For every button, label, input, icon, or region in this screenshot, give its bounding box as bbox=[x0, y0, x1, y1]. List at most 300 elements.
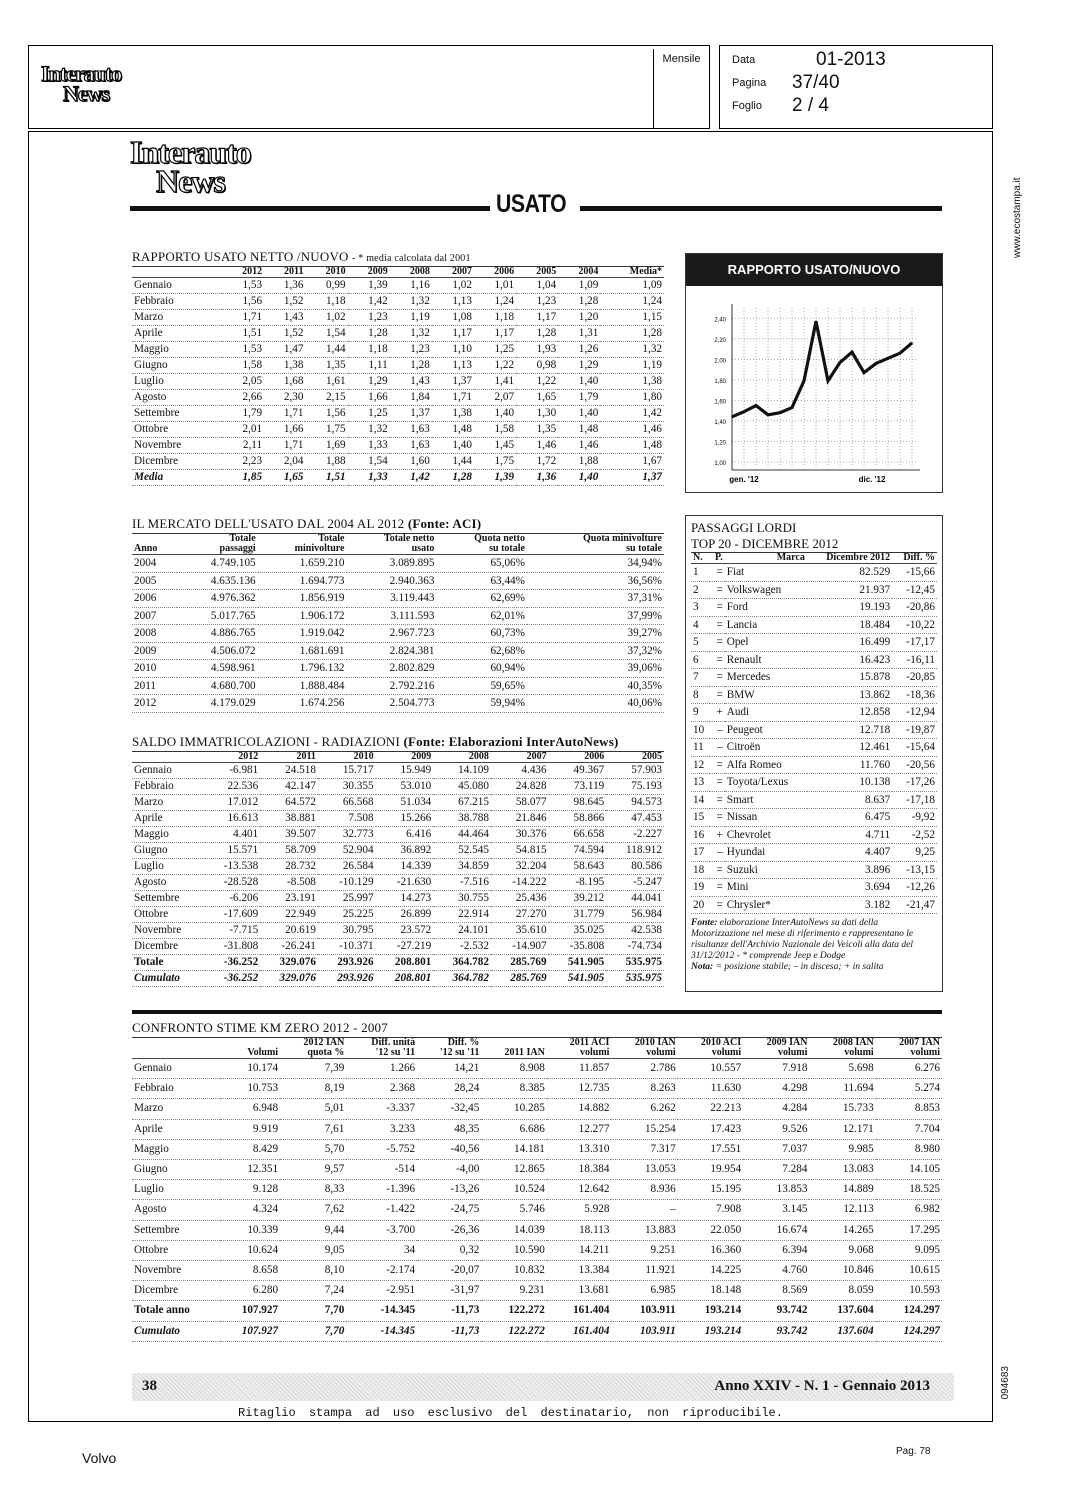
passaggi-cell: -20,85 bbox=[892, 669, 937, 687]
rapporto-cell: 1,38 bbox=[264, 358, 305, 374]
kmzero-cell: Aprile bbox=[132, 1119, 220, 1139]
kmzero-cell: 6.276 bbox=[876, 1059, 942, 1079]
saldo-cell: 25.436 bbox=[491, 891, 549, 907]
saldo-cell: -2.227 bbox=[606, 827, 664, 843]
saldo-col-header-text: 2012 bbox=[238, 751, 259, 762]
rapporto-cell: 1,42 bbox=[390, 470, 432, 486]
kmzero-cell: 8.429 bbox=[220, 1139, 280, 1159]
saldo-col-header bbox=[205, 752, 260, 763]
kmzero-cell: 11.630 bbox=[678, 1079, 743, 1099]
saldo-cell: 34.859 bbox=[433, 859, 491, 875]
mercato-col-header-line: Totale bbox=[318, 533, 345, 544]
chart-point bbox=[887, 358, 889, 360]
mercato-cell: 2010 bbox=[132, 660, 177, 678]
saldo-cell: 541.905 bbox=[549, 955, 607, 971]
kmzero-col-header bbox=[417, 1038, 481, 1059]
saldo-col-header-text: 2010 bbox=[353, 751, 374, 762]
saldo-cell: 15.717 bbox=[318, 763, 376, 779]
passaggi-row bbox=[691, 809, 937, 827]
saldo-cell: 38.788 bbox=[433, 811, 491, 827]
mercato-cell: 4.976.362 bbox=[177, 590, 257, 608]
rapporto-col-header-text: 2009 bbox=[367, 266, 388, 277]
saldo-cell: 14.339 bbox=[376, 859, 434, 875]
rapporto-cell: 1,24 bbox=[600, 294, 664, 310]
saldo-cell: 54.815 bbox=[491, 843, 549, 859]
saldo-row bbox=[132, 891, 664, 907]
kmzero-cell: Settembre bbox=[132, 1220, 220, 1240]
saldo-cell: Aprile bbox=[132, 811, 205, 827]
passaggi-cell: Suzuki bbox=[725, 861, 807, 879]
rapporto-col-header bbox=[222, 267, 264, 278]
rapporto-cell: 1,63 bbox=[390, 438, 432, 454]
passaggi-cell: 6 bbox=[691, 651, 710, 669]
chart-svg bbox=[686, 286, 942, 492]
kmzero-cell: -14.345 bbox=[346, 1321, 417, 1341]
rapporto-cell: 1,52 bbox=[264, 294, 305, 310]
rapporto-cell: 1,39 bbox=[348, 278, 390, 294]
kmzero-cell: 13.053 bbox=[611, 1160, 677, 1180]
chart-y-tick-label: 1,20 bbox=[714, 440, 726, 447]
passaggi-header-row bbox=[691, 553, 937, 564]
saldo-cell: 21.846 bbox=[491, 811, 549, 827]
kmzero-col-header bbox=[743, 1038, 809, 1059]
kmzero-cell: Giugno bbox=[132, 1160, 220, 1180]
rapporto-cell: Marzo bbox=[132, 310, 222, 326]
rapporto-cell: 1,40 bbox=[558, 470, 600, 486]
kmzero-cell: 14.211 bbox=[547, 1240, 612, 1260]
saldo-cell: 293.926 bbox=[318, 955, 376, 971]
saldo-cell: -8.195 bbox=[549, 875, 607, 891]
rapporto-row bbox=[132, 438, 664, 454]
clip-notice-rule bbox=[28, 1421, 993, 1422]
saldo-cell: -21.630 bbox=[376, 875, 434, 891]
saldo-col-header-text: 2005 bbox=[642, 751, 662, 762]
passaggi-cell: = bbox=[710, 791, 725, 809]
note-fonte-label: Fonte: bbox=[691, 918, 718, 928]
chart-point bbox=[743, 411, 745, 413]
mercato-row bbox=[132, 695, 664, 713]
kmzero-cell: – bbox=[611, 1200, 677, 1220]
rapporto-cell: 1,33 bbox=[348, 438, 390, 454]
rapporto-cell: Luglio bbox=[132, 374, 222, 390]
chart-y-tick-label: 2,40 bbox=[714, 317, 726, 324]
rapporto-cell: 1,10 bbox=[432, 342, 474, 358]
passaggi-note bbox=[691, 918, 937, 973]
saldo-cell: 52.545 bbox=[433, 843, 491, 859]
saldo-cell: Giugno bbox=[132, 843, 205, 859]
kmzero-cell: 48,35 bbox=[417, 1119, 481, 1139]
passaggi-cell: 12.858 bbox=[807, 704, 892, 722]
rapporto-cell: 1,71 bbox=[264, 438, 305, 454]
rapporto-cell: 1,68 bbox=[264, 374, 305, 390]
kmzero-cell: 8,10 bbox=[280, 1261, 346, 1281]
kmzero-cell: 8.059 bbox=[809, 1281, 875, 1301]
rapporto-cell: 1,58 bbox=[474, 422, 516, 438]
foglio-label: Foglio bbox=[732, 100, 762, 112]
kmzero-cell: 7,24 bbox=[280, 1281, 346, 1301]
saldo-cell: 74.594 bbox=[549, 843, 607, 859]
kmzero-cell: Totale anno bbox=[132, 1301, 220, 1321]
mercato-cell: 37,32% bbox=[527, 642, 664, 660]
kmzero-col-header-line: 2011 ACI bbox=[569, 1037, 610, 1048]
rapporto-col-header-text: 2005 bbox=[536, 266, 557, 277]
issue-label: Anno XXIV - N. 1 - Gennaio 2013 bbox=[714, 1378, 930, 1394]
saldo-cell: 58.643 bbox=[549, 859, 607, 875]
rapporto-title bbox=[132, 249, 664, 265]
saldo-cell: -6.981 bbox=[205, 763, 260, 779]
rapporto-cell: 1,28 bbox=[516, 326, 558, 342]
saldo-cell: 73.119 bbox=[549, 779, 607, 795]
chart-point bbox=[755, 405, 757, 407]
saldo-col-header bbox=[549, 752, 607, 763]
saldo-cell: 23.572 bbox=[376, 923, 434, 939]
rapporto-cell: 1,48 bbox=[600, 438, 664, 454]
kmzero-cell: 5.746 bbox=[481, 1200, 546, 1220]
kmzero-cell: 8,19 bbox=[280, 1079, 346, 1099]
passaggi-cell: 12.718 bbox=[807, 721, 892, 739]
chart-series-line bbox=[732, 321, 912, 416]
saldo-cell: Novembre bbox=[132, 923, 205, 939]
rapporto-section bbox=[132, 249, 664, 486]
passaggi-cell: 12.461 bbox=[807, 739, 892, 757]
rapporto-cell: 2,23 bbox=[222, 454, 264, 470]
rapporto-col-header-text: 2006 bbox=[494, 266, 515, 277]
saldo-cell: 44.041 bbox=[606, 891, 664, 907]
passaggi-cell: -20,86 bbox=[892, 599, 937, 617]
rapporto-cell: Febbraio bbox=[132, 294, 222, 310]
rapporto-cell: 1,28 bbox=[432, 470, 474, 486]
saldo-cell: 26.584 bbox=[318, 859, 376, 875]
saldo-cell: 30.355 bbox=[318, 779, 376, 795]
saldo-cell: 38.881 bbox=[260, 811, 318, 827]
kmzero-cell: 14.225 bbox=[678, 1261, 743, 1281]
kmzero-col-header bbox=[809, 1038, 875, 1059]
rapporto-title-text: RAPPORTO USATO NETTO /NUOVO bbox=[132, 249, 349, 264]
saldo-cell: 30.755 bbox=[433, 891, 491, 907]
kmzero-cell: 14,21 bbox=[417, 1059, 481, 1079]
rapporto-cell: 1,46 bbox=[558, 438, 600, 454]
kmzero-row bbox=[132, 1220, 942, 1240]
saldo-cell: -10.371 bbox=[318, 939, 376, 955]
mercato-col-header-line: minivolture bbox=[294, 543, 345, 554]
rapporto-cell: 1,56 bbox=[305, 406, 347, 422]
rapporto-cell: 1,32 bbox=[348, 422, 390, 438]
passaggi-cell: 16 bbox=[691, 826, 710, 844]
kmzero-cell: 6.985 bbox=[611, 1281, 677, 1301]
kmzero-cell: 5,01 bbox=[280, 1099, 346, 1119]
mercato-cell: 62,01% bbox=[436, 607, 527, 625]
mercato-cell: 2006 bbox=[132, 590, 177, 608]
rapporto-cell: 0,98 bbox=[516, 358, 558, 374]
banner-title: USATO bbox=[496, 190, 567, 218]
saldo-cell: 31.779 bbox=[549, 907, 607, 923]
rapporto-cell: Dicembre bbox=[132, 454, 222, 470]
mercato-cell: 4.598.961 bbox=[177, 660, 257, 678]
saldo-cell: 364.782 bbox=[433, 955, 491, 971]
header-logo bbox=[41, 61, 122, 106]
chart-y-tick-label: 2,20 bbox=[714, 337, 726, 344]
mercato-row bbox=[132, 642, 664, 660]
saldo-col-header bbox=[318, 752, 376, 763]
chart-y-tick-label: 1,00 bbox=[714, 461, 726, 467]
kmzero-cell: -13,26 bbox=[417, 1180, 481, 1200]
mercato-col-header-line: Quota minivolture bbox=[583, 533, 662, 544]
kmzero-cell: 11.694 bbox=[809, 1079, 875, 1099]
saldo-row bbox=[132, 779, 664, 795]
saldo-cell: 25.997 bbox=[318, 891, 376, 907]
kmzero-cell: -3.337 bbox=[346, 1099, 417, 1119]
passaggi-cell: 4.711 bbox=[807, 826, 892, 844]
saldo-cell: 15.571 bbox=[205, 843, 260, 859]
passaggi-row bbox=[691, 721, 937, 739]
rapporto-cell: 1,43 bbox=[390, 374, 432, 390]
rapporto-cell: 1,38 bbox=[600, 374, 664, 390]
mercato-cell: 5.017.765 bbox=[177, 607, 257, 625]
saldo-cell: 7.508 bbox=[318, 811, 376, 827]
passaggi-cell: BMW bbox=[725, 686, 807, 704]
rapporto-cell: 1,93 bbox=[516, 342, 558, 358]
pag-label: Pag. 78 bbox=[896, 1446, 931, 1457]
kmzero-cell: 8.980 bbox=[876, 1139, 942, 1159]
kmzero-cell: 107.927 bbox=[220, 1321, 280, 1341]
magazine-logo-line-2: News bbox=[156, 162, 225, 199]
kmzero-cell: 7.037 bbox=[743, 1139, 809, 1159]
rapporto-cell: 1,20 bbox=[558, 310, 600, 326]
rapporto-col-header-text: 2012 bbox=[242, 266, 263, 277]
mercato-cell: 2004 bbox=[132, 555, 177, 573]
rapporto-cell: 1,45 bbox=[474, 438, 516, 454]
passaggi-cell: 4.407 bbox=[807, 844, 892, 862]
mercato-cell: 4.635.136 bbox=[177, 572, 257, 590]
saldo-cell: 30.376 bbox=[491, 827, 549, 843]
kmzero-cell: 12.865 bbox=[481, 1160, 546, 1180]
kmzero-cell: 9,57 bbox=[280, 1160, 346, 1180]
chart-point bbox=[779, 412, 781, 414]
kmzero-cell: -11,73 bbox=[417, 1321, 481, 1341]
mercato-cell: 60,94% bbox=[436, 660, 527, 678]
rapporto-cell: 1,28 bbox=[390, 358, 432, 374]
mercato-cell: 1.906.172 bbox=[258, 607, 347, 625]
kmzero-cell: -20,07 bbox=[417, 1261, 481, 1281]
mercato-col-header-line: passaggi bbox=[219, 543, 256, 554]
kmzero-col-header bbox=[132, 1038, 220, 1059]
rapporto-cell: 1,23 bbox=[516, 294, 558, 310]
mercato-cell: 2.824.381 bbox=[347, 642, 437, 660]
rapporto-cell: Aprile bbox=[132, 326, 222, 342]
kmzero-total-row bbox=[132, 1301, 942, 1321]
saldo-cell: 24.828 bbox=[491, 779, 549, 795]
rapporto-cell: Settembre bbox=[132, 406, 222, 422]
passaggi-cell: 3.896 bbox=[807, 861, 892, 879]
mercato-cell: 2.504.773 bbox=[347, 695, 437, 713]
rapporto-cell: 1,19 bbox=[600, 358, 664, 374]
mercato-cell: 2.802.829 bbox=[347, 660, 437, 678]
rapporto-cell: 1,40 bbox=[558, 374, 600, 390]
kmzero-cell: -514 bbox=[346, 1160, 417, 1180]
rapporto-cell: 1,69 bbox=[305, 438, 347, 454]
saldo-col-header bbox=[433, 752, 491, 763]
kmzero-cell: 2.786 bbox=[611, 1059, 677, 1079]
kmzero-cell: 14.181 bbox=[481, 1139, 546, 1159]
rapporto-cell: 1,31 bbox=[558, 326, 600, 342]
logo-line-2: News bbox=[63, 80, 110, 106]
chart-point bbox=[863, 372, 865, 374]
kmzero-cell: 3.145 bbox=[743, 1200, 809, 1220]
mercato-col-header-line: usato bbox=[411, 543, 435, 554]
passaggi-cell: 18.484 bbox=[807, 616, 892, 634]
rapporto-cell: 1,46 bbox=[600, 422, 664, 438]
kmzero-cell: 8.658 bbox=[220, 1261, 280, 1281]
passaggi-cell: = bbox=[710, 651, 725, 669]
kmzero-col-header-line: 2007 IAN bbox=[899, 1037, 940, 1048]
kmzero-cell: 15.195 bbox=[678, 1180, 743, 1200]
passaggi-cell: -12,94 bbox=[892, 704, 937, 722]
saldo-table bbox=[132, 752, 664, 987]
passaggi-cell: 7 bbox=[691, 669, 710, 687]
rapporto-cell: 1,13 bbox=[432, 294, 474, 310]
kmzero-cell: 10.832 bbox=[481, 1261, 546, 1281]
saldo-cell: 67.215 bbox=[433, 795, 491, 811]
saldo-cell: -14.222 bbox=[491, 875, 549, 891]
saldo-cell: 66.568 bbox=[318, 795, 376, 811]
kmzero-cell: -4,00 bbox=[417, 1160, 481, 1180]
kmzero-cell: 14.105 bbox=[876, 1160, 942, 1180]
saldo-cell: 15.266 bbox=[376, 811, 434, 827]
rapporto-row bbox=[132, 310, 664, 326]
kmzero-cell: -14.345 bbox=[346, 1301, 417, 1321]
kmzero-col-header-line: '12 su '11 bbox=[439, 1047, 480, 1058]
saldo-cell: 94.573 bbox=[606, 795, 664, 811]
mercato-cell: 2.940.363 bbox=[347, 572, 437, 590]
kmzero-col-header-line: 2010 IAN bbox=[634, 1037, 676, 1048]
kmzero-cell: 34 bbox=[346, 1240, 417, 1260]
kmzero-cell: 7,62 bbox=[280, 1200, 346, 1220]
kmzero-cell: 13.883 bbox=[611, 1220, 677, 1240]
saldo-cell: 58.709 bbox=[260, 843, 318, 859]
kmzero-col-header-line: 2011 IAN bbox=[504, 1047, 545, 1058]
passaggi-cell: = bbox=[710, 564, 725, 582]
magazine-logo bbox=[130, 134, 251, 199]
kmzero-cell: 17.295 bbox=[876, 1220, 942, 1240]
mercato-cell: 34,94% bbox=[527, 555, 664, 573]
saldo-cell: 16.613 bbox=[205, 811, 260, 827]
mercato-table bbox=[132, 534, 664, 713]
saldo-col-header-text: 2007 bbox=[526, 751, 547, 762]
rapporto-cell: 1,22 bbox=[516, 374, 558, 390]
mercato-cell: 1.674.256 bbox=[258, 695, 347, 713]
mercato-cell: 39,27% bbox=[527, 625, 664, 643]
rapporto-cell: 1,08 bbox=[432, 310, 474, 326]
rapporto-cell: 1,65 bbox=[264, 470, 305, 486]
passaggi-cell: = bbox=[710, 599, 725, 617]
rapporto-cell: 1,72 bbox=[516, 454, 558, 470]
passaggi-cell: Toyota/Lexus bbox=[725, 774, 807, 792]
rapporto-cell: 1,18 bbox=[305, 294, 347, 310]
rapporto-cell: 1,54 bbox=[305, 326, 347, 342]
rapporto-cell: 1,51 bbox=[305, 470, 347, 486]
saldo-cell: 26.899 bbox=[376, 907, 434, 923]
rapporto-cell: 1,85 bbox=[222, 470, 264, 486]
rapporto-cell: Giugno bbox=[132, 358, 222, 374]
rapporto-cell: 2,01 bbox=[222, 422, 264, 438]
kmzero-row bbox=[132, 1160, 942, 1180]
kmzero-cell: 22.213 bbox=[678, 1099, 743, 1119]
mercato-cell: 2011 bbox=[132, 677, 177, 695]
passaggi-cell: Chrysler* bbox=[725, 896, 807, 914]
passaggi-cell: 12 bbox=[691, 756, 710, 774]
rapporto-col-header-text: 2010 bbox=[325, 266, 346, 277]
passaggi-cell: Smart bbox=[725, 791, 807, 809]
kmzero-cell: -1.396 bbox=[346, 1180, 417, 1200]
mercato-cell: 60,73% bbox=[436, 625, 527, 643]
passaggi-cell: -20,56 bbox=[892, 756, 937, 774]
saldo-cell: 32.773 bbox=[318, 827, 376, 843]
kmzero-cell: 13.681 bbox=[547, 1281, 612, 1301]
rapporto-cell: 1,26 bbox=[558, 342, 600, 358]
passaggi-row bbox=[691, 861, 937, 879]
pagina-value: 37/40 bbox=[792, 72, 840, 93]
chart-point bbox=[827, 380, 829, 382]
passaggi-cell: -13,15 bbox=[892, 861, 937, 879]
passaggi-cell: 9 bbox=[691, 704, 710, 722]
mercato-cell: 3.119.443 bbox=[347, 590, 437, 608]
kmzero-cell: -1.422 bbox=[346, 1200, 417, 1220]
saldo-cell: -7.715 bbox=[205, 923, 260, 939]
mercato-col-header-line: su totale bbox=[489, 543, 525, 554]
saldo-cell: -26.241 bbox=[260, 939, 318, 955]
kmzero-cell: Agosto bbox=[132, 1200, 220, 1220]
saldo-cell: 15.949 bbox=[376, 763, 434, 779]
kmzero-cell: 11.857 bbox=[547, 1059, 612, 1079]
rapporto-cell: 1,16 bbox=[390, 278, 432, 294]
kmzero-cell: 103.911 bbox=[611, 1321, 677, 1341]
kmzero-col-header bbox=[220, 1038, 280, 1059]
mercato-row bbox=[132, 625, 664, 643]
passaggi-cell: 8 bbox=[691, 686, 710, 704]
passaggi-title-2: TOP 20 - DICEMBRE 2012 bbox=[691, 536, 839, 551]
kmzero-cell: 17.423 bbox=[678, 1119, 743, 1139]
mercato-cell: 39,06% bbox=[527, 660, 664, 678]
passaggi-col-header-text: Dicembre 2012 bbox=[826, 552, 891, 563]
saldo-cell: Marzo bbox=[132, 795, 205, 811]
rapporto-cell: 1,11 bbox=[348, 358, 390, 374]
rapporto-cell: 2,11 bbox=[222, 438, 264, 454]
saldo-cell: Luglio bbox=[132, 859, 205, 875]
kmzero-cell: -3.700 bbox=[346, 1220, 417, 1240]
kmzero-col-header bbox=[678, 1038, 743, 1059]
saldo-cell: 14.273 bbox=[376, 891, 434, 907]
passaggi-cell: = bbox=[710, 879, 725, 897]
saldo-cell: 293.926 bbox=[318, 971, 376, 987]
rapporto-col-header bbox=[390, 267, 432, 278]
saldo-title-text: SALDO IMMATRICOLAZIONI - RADIAZIONI bbox=[132, 734, 401, 749]
kmzero-cell: 12.113 bbox=[809, 1200, 875, 1220]
saldo-cell: 285.769 bbox=[491, 971, 549, 987]
passaggi-cell: = bbox=[710, 634, 725, 652]
saldo-cell: 49.367 bbox=[549, 763, 607, 779]
saldo-row bbox=[132, 875, 664, 891]
passaggi-cell: 18 bbox=[691, 861, 710, 879]
saldo-header-row bbox=[132, 752, 664, 763]
kmzero-cell: 9,44 bbox=[280, 1220, 346, 1240]
passaggi-cell: 2 bbox=[691, 581, 710, 599]
saldo-cell: 28.732 bbox=[260, 859, 318, 875]
kmzero-col-header-line: 2008 IAN bbox=[832, 1037, 874, 1048]
passaggi-cell: -17,26 bbox=[892, 774, 937, 792]
mercato-col-header-line: Quota netto bbox=[474, 533, 525, 544]
passaggi-cell: -21,47 bbox=[892, 896, 937, 914]
mercato-cell: 36,56% bbox=[527, 572, 664, 590]
